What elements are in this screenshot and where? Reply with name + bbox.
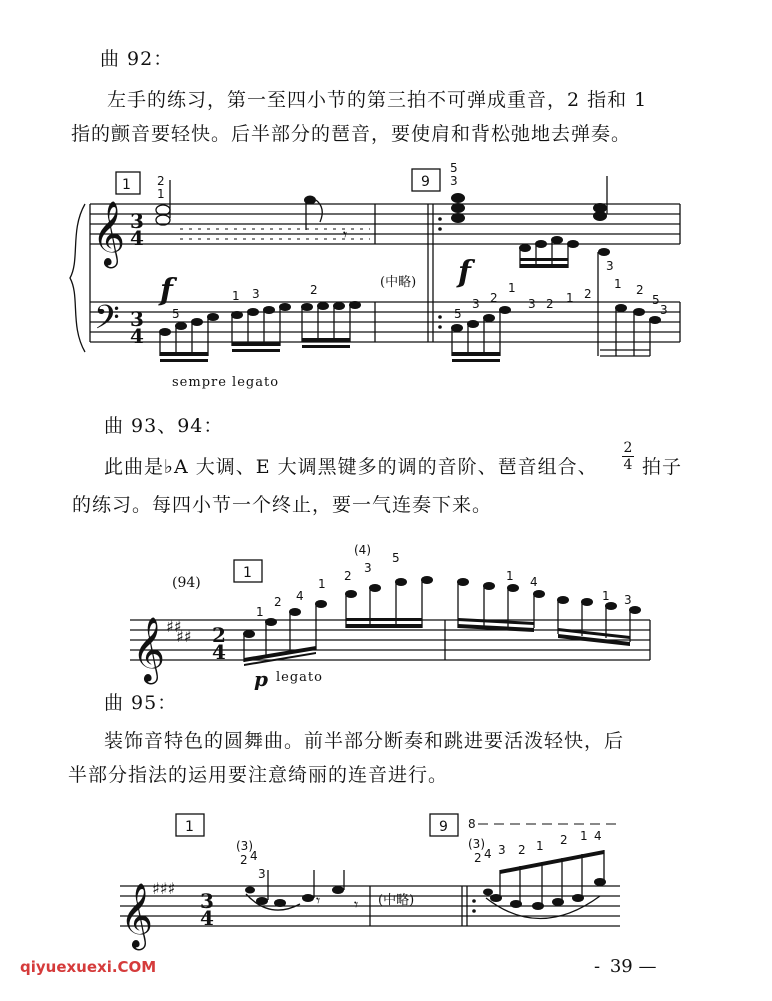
fingering: 1 — [508, 281, 516, 295]
fingering: 4 — [594, 829, 602, 843]
dynamic-forte: f — [160, 273, 173, 308]
paragraph-line: 装饰音特色的圆舞曲。前半部分断奏和跳进要活泼轻快，后 — [104, 730, 625, 752]
treble-staff — [90, 204, 680, 244]
fingering: 1 — [256, 605, 264, 619]
beamed-group — [483, 850, 606, 919]
sharp-icon: ♯♯ — [176, 627, 192, 646]
fingering: 1 — [580, 829, 588, 843]
section-heading-93-94: 曲 93、94： — [104, 415, 224, 437]
fingering: 1 — [506, 569, 514, 583]
fingering: 2 — [274, 595, 282, 609]
fingering: 3 — [364, 561, 372, 575]
measure-number: 1 — [122, 177, 131, 193]
paragraph-line: 左手的练习，第一至四小节的第三拍不可弹成重音，2 指和 1 — [107, 89, 648, 111]
time-sig-top: 3 — [130, 307, 144, 331]
fingering: 4 — [250, 849, 258, 863]
sharp-icon: ♯♯ — [166, 617, 182, 636]
section-heading-95: 曲 95： — [104, 692, 178, 714]
beamed-group — [345, 576, 433, 628]
bass-clef-icon: 𝄢 — [94, 299, 120, 345]
rest-icon: 𝄾 — [354, 895, 359, 914]
expression-marking: sempre legato — [172, 375, 280, 390]
time-sig-bottom: 4 — [130, 226, 144, 250]
fingering: 1 — [232, 289, 240, 303]
watermark: qiyuexuexi.COM — [20, 958, 157, 976]
grace-note — [245, 887, 255, 894]
treble-clef-icon: 𝄞 — [120, 883, 154, 948]
fingering: 4 — [530, 575, 538, 589]
fingering: (4) — [354, 543, 371, 557]
fingering: 1 — [602, 589, 610, 603]
paragraph-suffix: 拍子 — [642, 456, 683, 478]
rest-icon: 𝄾 — [343, 225, 348, 244]
fingering: 2 — [546, 297, 554, 311]
fingering: 1 — [536, 839, 544, 853]
section-heading-92: 曲 92： — [100, 48, 174, 70]
fingering: 2 — [310, 283, 318, 297]
measure-number: 1 — [243, 565, 252, 581]
fingering: 1 — [614, 277, 622, 291]
dynamic-forte: f — [458, 255, 471, 290]
fingering: 3 — [660, 303, 668, 317]
paragraph-line: 的练习。每四小节一个终止，要一气连奏下来。 — [72, 494, 493, 516]
fingering: 3 — [624, 593, 632, 607]
rest-icon: 𝄾 — [316, 891, 321, 910]
fingering: 2 — [474, 851, 482, 865]
fingering: (3) — [468, 837, 485, 851]
fingering: 2 — [157, 174, 165, 188]
fingering: 3 — [252, 287, 260, 301]
fingering: (3) — [236, 839, 253, 853]
fingering: 3 — [472, 297, 480, 311]
fingering: 4 — [296, 589, 304, 603]
sharp-icon: ♯♯♯ — [152, 879, 176, 898]
omitted-label: (中略) — [380, 275, 417, 290]
fingering: 2 — [560, 833, 568, 847]
fingering: 2 — [636, 283, 644, 297]
measure-number: 9 — [439, 819, 448, 835]
fingering: 4 — [484, 847, 492, 861]
fingering: 3 — [606, 259, 614, 273]
measure-number: 9 — [421, 174, 430, 190]
fingering: 5 — [652, 293, 660, 307]
page-number: - 39 — — [594, 956, 657, 977]
note-head — [451, 193, 465, 203]
fingering: 2 — [490, 291, 498, 305]
music-score-94 — [0, 538, 772, 691]
fingering: 2 — [344, 569, 352, 583]
treble-clef-icon: 𝄞 — [92, 201, 126, 266]
fingering: 3 — [498, 843, 506, 857]
fingering: 1 — [318, 577, 326, 591]
dynamic-piano: p — [254, 667, 268, 691]
time-sig-bottom: 4 — [130, 324, 144, 348]
time-sig-bottom: 4 — [212, 640, 226, 664]
paragraph-line: 半部分指法的运用要注意绮丽的连音进行。 — [68, 764, 449, 786]
time-signature-inline: 2 4 — [623, 440, 633, 473]
fingering: 1 — [566, 291, 574, 305]
beamed-group — [519, 236, 579, 268]
music-score-92 — [0, 160, 772, 400]
music-score-95 — [0, 800, 772, 948]
piece-label: (94) — [172, 575, 201, 591]
fingering: 2 — [240, 853, 248, 867]
beamed-group — [159, 313, 219, 362]
treble-clef-icon: 𝄞 — [132, 617, 166, 682]
fingering: 3 — [528, 297, 536, 311]
fingering: 2 — [518, 843, 526, 857]
octave-mark: 8 — [468, 817, 476, 831]
beamed-group — [301, 301, 361, 348]
beamed-group — [231, 303, 291, 352]
fingering: 2 — [584, 287, 592, 301]
fingering: 3 — [258, 867, 266, 881]
fingering: 5 — [454, 307, 462, 321]
time-sig-top: 2 — [212, 623, 226, 647]
fingering: 5 — [392, 551, 400, 565]
time-sig-bottom: 4 — [200, 906, 214, 930]
time-sig-top: 3 — [130, 209, 144, 233]
fingering: 3 — [450, 174, 458, 188]
paragraph-line: 指的颤音要轻快。后半部分的琶音，要使肩和背松弛地去弹奏。 — [71, 123, 632, 145]
fingering: 5 — [450, 161, 458, 175]
fingering: 1 — [157, 187, 165, 201]
omitted-label: (中略) — [378, 893, 415, 908]
fingering: 5 — [172, 307, 180, 321]
time-sig-top: 3 — [200, 889, 214, 913]
grand-staff-brace — [70, 204, 85, 352]
expression-marking: legato — [276, 670, 323, 685]
paragraph-line: 此曲是♭A 大调、E 大调黑键多的调的音阶、琶音组合、 — [104, 456, 598, 478]
measure-number: 1 — [185, 819, 194, 835]
